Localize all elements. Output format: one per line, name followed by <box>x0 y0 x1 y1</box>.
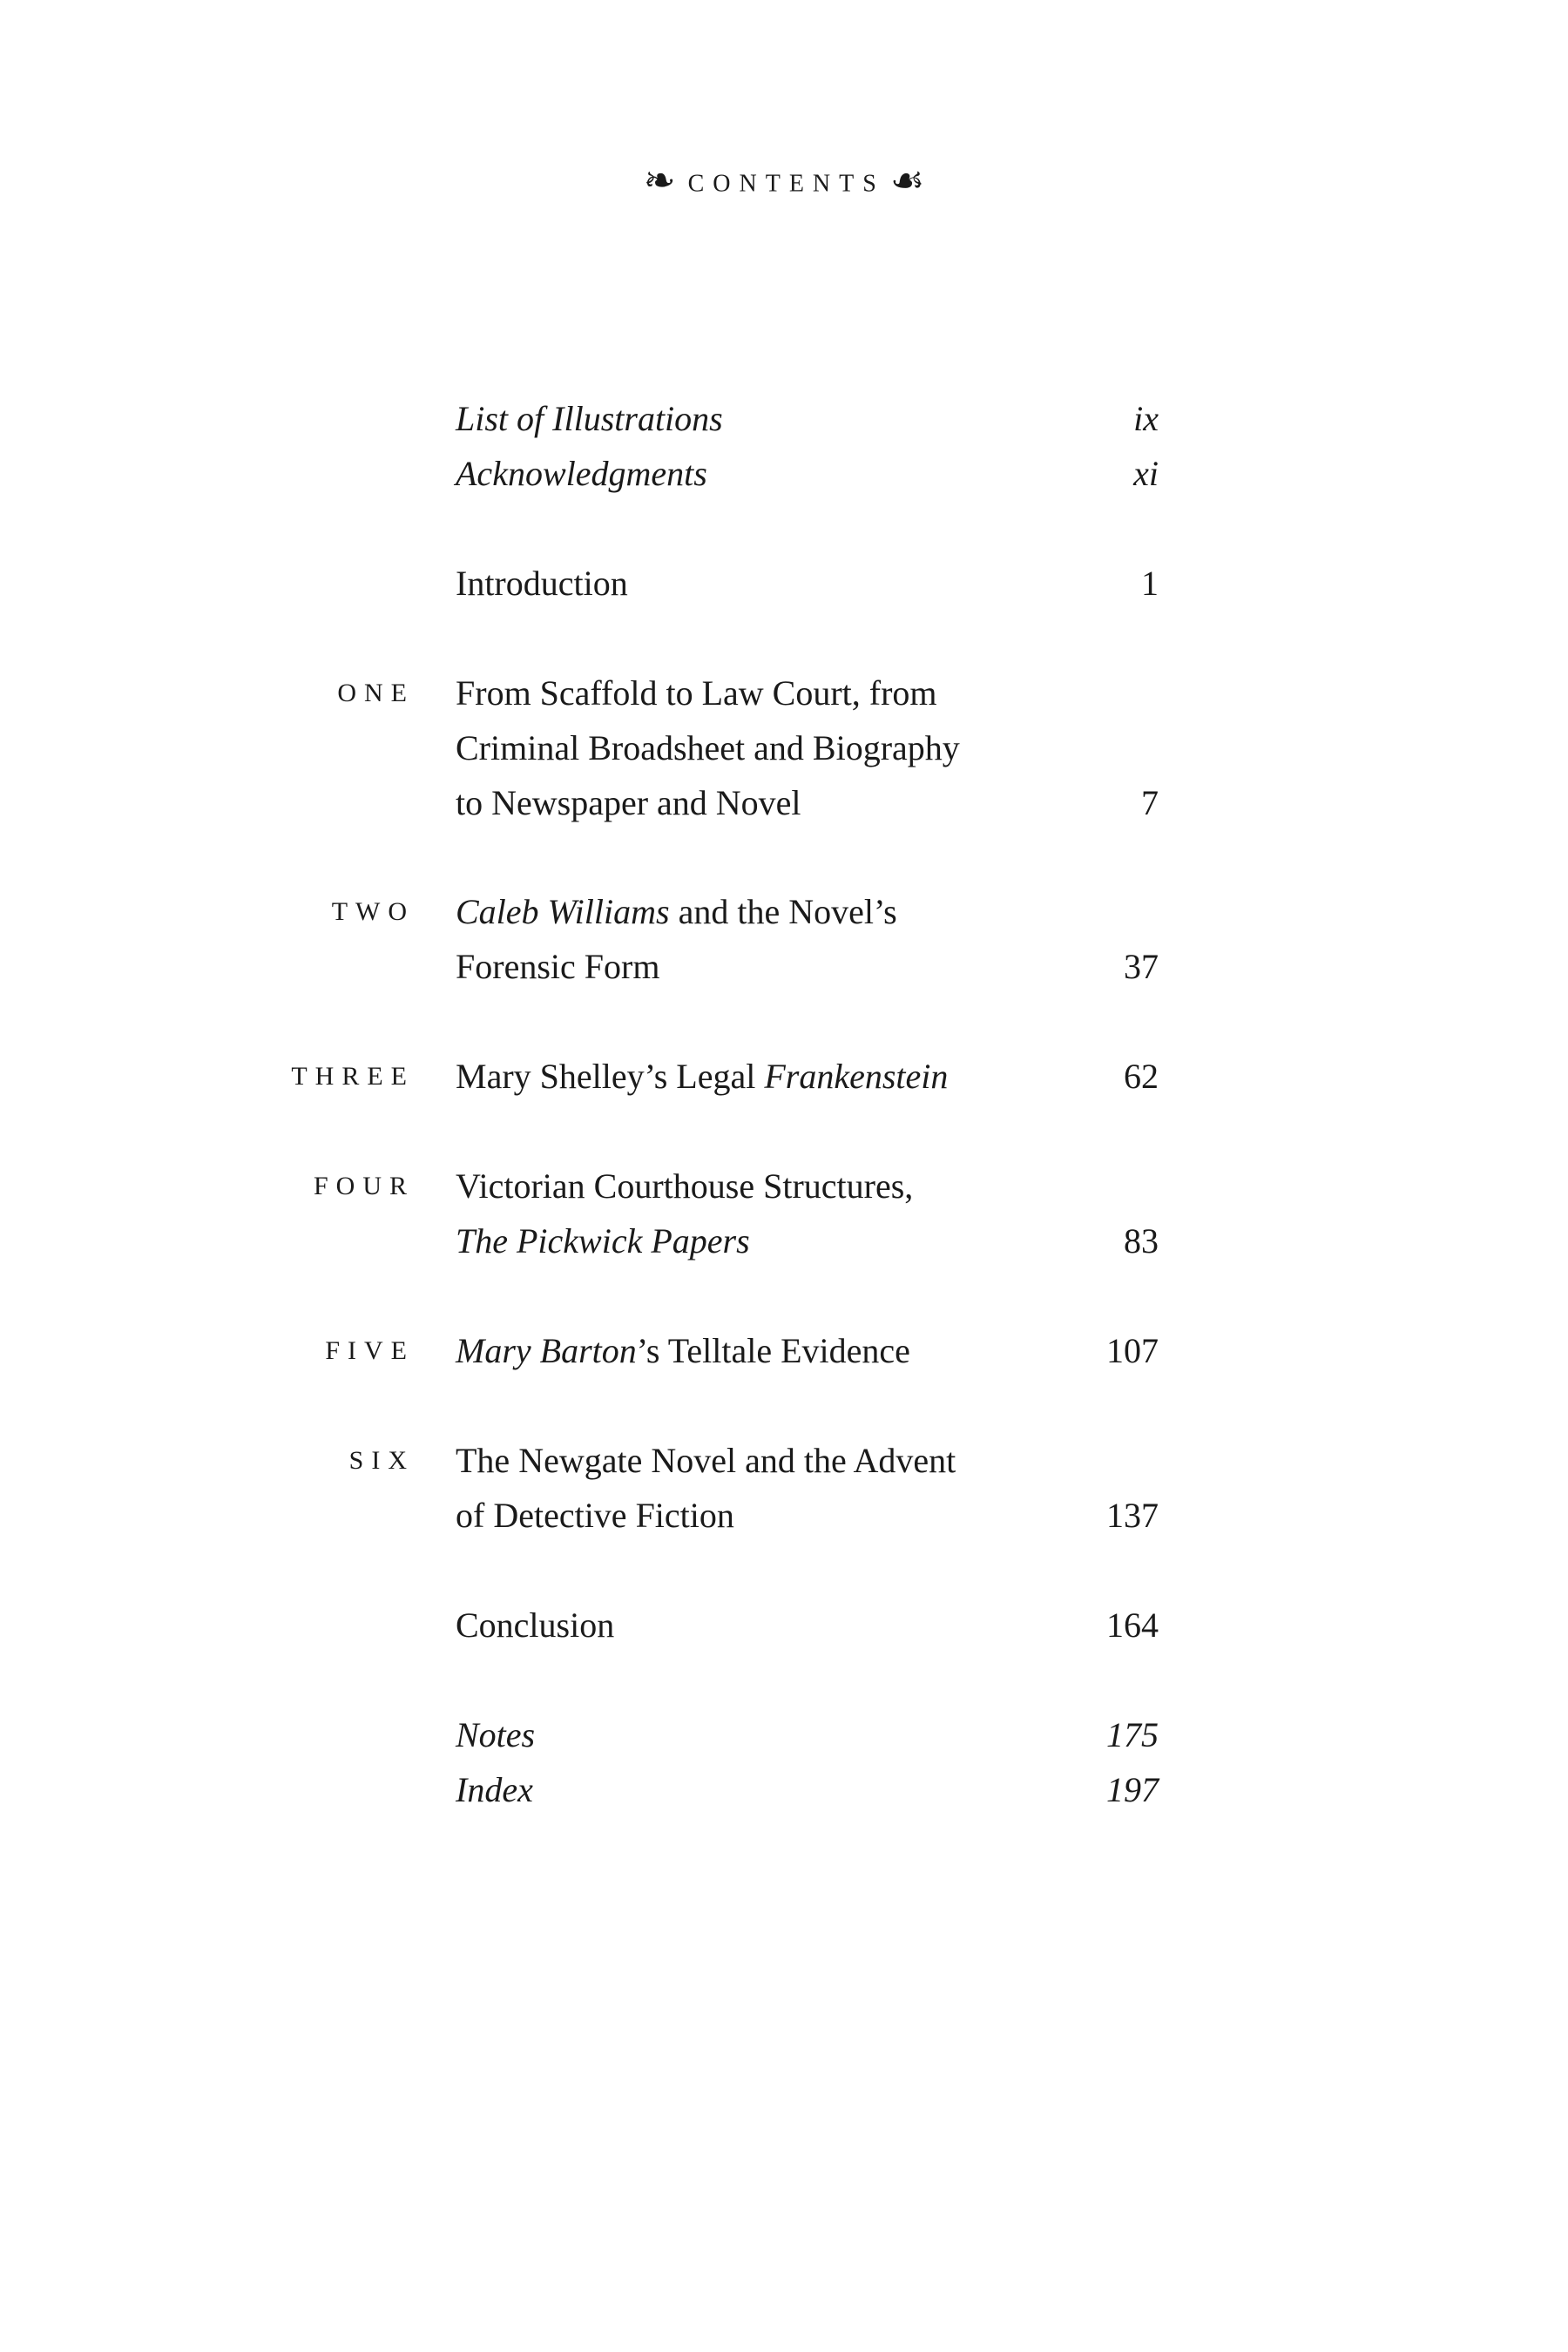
toc-entry-title: Introduction <box>456 564 628 603</box>
toc-entry-title <box>456 1433 1118 1543</box>
chapter-number: THREE <box>291 1062 415 1091</box>
toc-entry-page: 7 <box>1141 783 1159 822</box>
contents-title: CONTENTS <box>687 170 885 198</box>
chapter-number: FOUR <box>313 1172 415 1200</box>
toc-entry-page: 197 <box>1106 1770 1159 1809</box>
title-italic: Mary Barton <box>456 1331 637 1370</box>
toc-entry-page: xi <box>1133 454 1159 493</box>
toc-entry-chapter-one[interactable] <box>0 666 1568 840</box>
toc-entry-page: ix <box>1133 399 1159 438</box>
toc-entry-title: Index <box>456 1770 533 1809</box>
toc-entry-title: List of Illustrations <box>456 399 723 438</box>
toc-entry-chapter-six[interactable] <box>0 1433 1568 1607</box>
chapter-number: TWO <box>331 897 415 926</box>
toc-entry-title <box>456 1049 1118 1104</box>
title-roman: and the Novel’s <box>669 892 897 931</box>
title-roman: ’s Telltale Evidence <box>636 1331 910 1370</box>
toc-entry-page: 62 <box>1124 1057 1159 1096</box>
chapter-number: SIX <box>348 1446 415 1475</box>
toc-entry-title: Conclusion <box>456 1605 615 1645</box>
fleuron-right-icon: ☙ <box>889 159 925 202</box>
toc-entry-title: Notes <box>456 1715 536 1754</box>
chapter-number: FIVE <box>325 1336 415 1365</box>
toc-entry-title <box>456 666 1118 830</box>
title-line: to Newspaper and Novel <box>456 783 801 822</box>
chapter-number: ONE <box>337 679 415 707</box>
contents-heading <box>0 159 1568 206</box>
title-line <box>456 884 1118 939</box>
title-line: Criminal Broadsheet and Biography <box>456 728 960 767</box>
toc-entry-title <box>456 1323 1118 1378</box>
toc-entry-page: 107 <box>1106 1331 1159 1370</box>
toc-entry-page: 83 <box>1124 1221 1159 1260</box>
title-line-italic: The Pickwick Papers <box>456 1221 750 1260</box>
toc-entry-page: 164 <box>1106 1605 1159 1645</box>
title-italic: Caleb Williams <box>456 892 670 931</box>
toc-entry-page: 175 <box>1106 1715 1159 1754</box>
title-line: Victorian Courthouse Structures, <box>456 1166 914 1206</box>
title-line: of Detective Fiction <box>456 1496 734 1535</box>
title-line: From Scaffold to Law Court, from <box>456 673 937 713</box>
toc-entry-page: 1 <box>1141 564 1159 603</box>
title-roman: Mary Shelley’s Legal <box>456 1057 765 1096</box>
toc-entry-title: Acknowledgments <box>456 454 707 493</box>
title-line: The Newgate Novel and the Advent <box>456 1441 956 1480</box>
title-italic: Frankenstein <box>764 1057 949 1096</box>
toc-entry-page: 137 <box>1106 1496 1159 1535</box>
toc-entry-page: 37 <box>1124 947 1159 986</box>
title-line: Forensic Form <box>456 947 660 986</box>
toc-entry-title <box>456 884 1118 994</box>
toc-entry-chapter-four[interactable] <box>0 1159 1568 1333</box>
toc-entry-title <box>456 1159 1118 1268</box>
toc-entry-chapter-two[interactable] <box>0 884 1568 1058</box>
toc-entry-index[interactable] <box>0 1762 1568 1936</box>
fleuron-left-icon: ❧ <box>643 159 676 202</box>
